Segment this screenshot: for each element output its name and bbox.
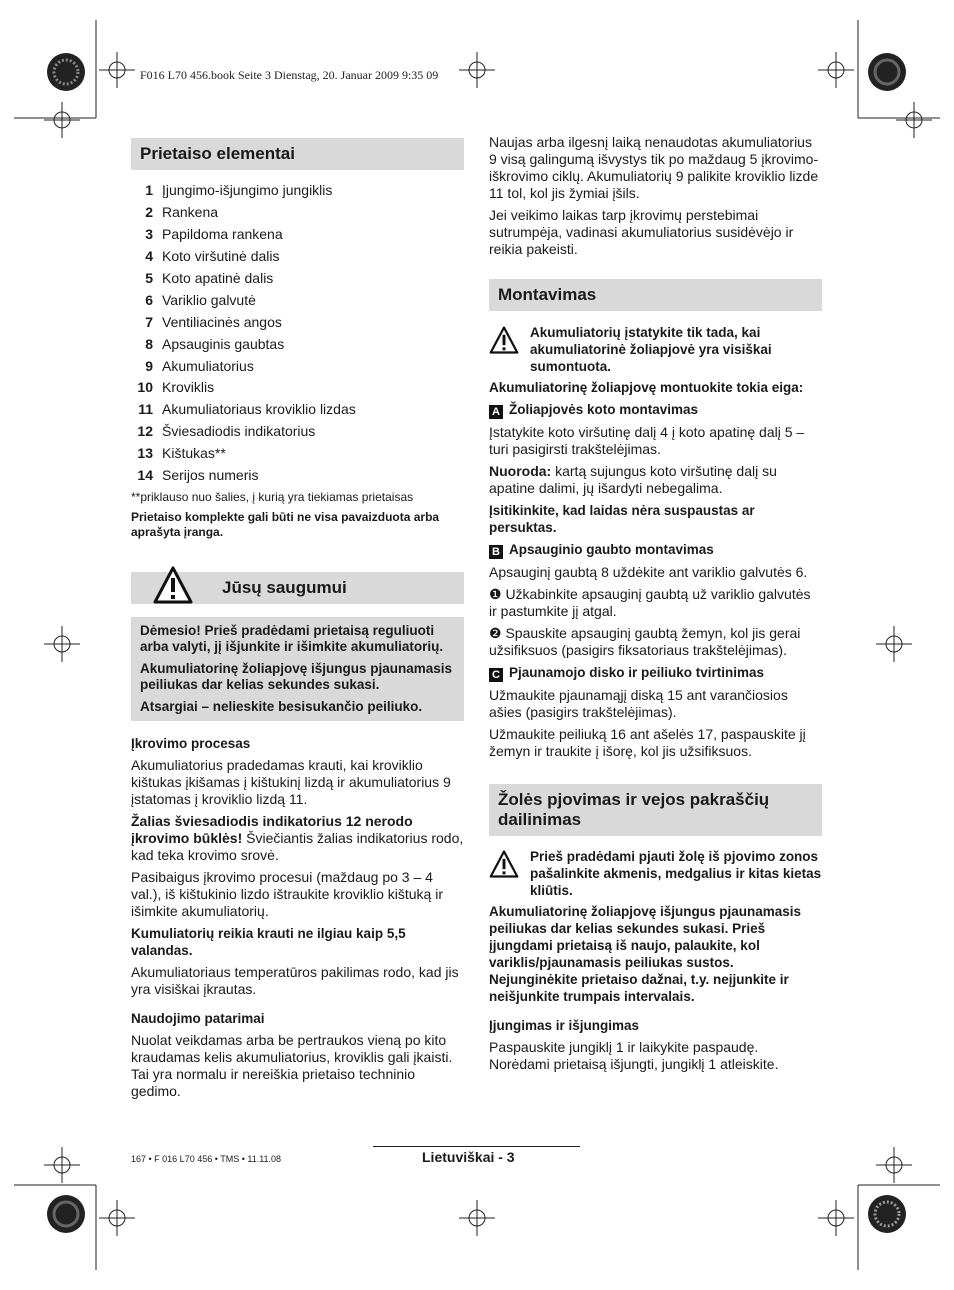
- step-c-heading: [489, 664, 822, 682]
- step-b-heading: [489, 541, 822, 559]
- cut-paragraph-2: Nejunginėkite prietaiso dažnai, t.y. neįjunkite ir neišjunkite trumpais intervalais.: [489, 972, 789, 1004]
- step-a-paragraph: Įstatykite koto viršutinę dalį 4 į koto apatinę dalį 5 – turi pasigirsti trakštelėjimas.: [489, 424, 805, 457]
- warning-text-3: Atsargiai – nelieskite besisukančio peiliuko.: [140, 699, 423, 715]
- item-number: 10: [137, 379, 153, 396]
- step-a-heading: [489, 401, 822, 419]
- onoff-paragraph: Paspauskite jungiklį 1 ir laikykite paspaudę. Norėdami prietaisą išjungti, jungiklį 1 atleiskite.: [489, 1039, 779, 1072]
- list-item: [131, 202, 464, 224]
- list-item: [131, 224, 464, 246]
- left-column: [131, 138, 464, 1105]
- step-c-paragraph-1: Užmaukite pjaunamąjį diską 15 ant varančiosios ašies (pasigirs trakštelėjimas).: [489, 687, 788, 720]
- footer-page-label: Lietuviškai - 3: [422, 1149, 515, 1165]
- step-a-letter: A: [489, 405, 503, 419]
- footer-print-code: 167 • F 016 L70 456 • TMS • 11.11.08: [131, 1154, 282, 1164]
- item-label: Įjungimo-išjungimo jungiklis: [162, 182, 333, 199]
- kit-note: Prietaiso komplekte gali būti ne visa pavaizduota arba aprašyta įranga.: [131, 510, 440, 540]
- charge-led-bold: Žalias šviesadiodis indikatorius 12 nerodo įkrovimo būklės!: [131, 813, 413, 847]
- intro-paragraph-2: Jei veikimo laikas tarp įkrovimų perstebimai sutrumpėja, vadinasi akumuliatorius susidėvėjo ir reikia pakeisti.: [489, 207, 794, 257]
- onoff-title: Įjungimas ir išjungimas: [489, 1018, 640, 1033]
- item-number: 9: [145, 357, 153, 374]
- section-title-cutting: Žolės pjovimas ir vejos pakraščių dailinimas: [489, 784, 822, 836]
- charge-paragraph-4: Kumuliatorių reikia krauti ne ilgiau kaip 5,5 valandas.: [131, 926, 406, 959]
- item-label: Šviesadiodis indikatorius: [162, 423, 316, 440]
- item-label: Apsauginis gaubtas: [162, 335, 285, 352]
- book-header-line: F016 L70 456.book Seite 3 Dienstag, 20. Januar 2009 9:35 09: [140, 68, 439, 82]
- warning-icon: [153, 566, 193, 604]
- item-number: 3: [145, 226, 153, 243]
- cut-warning: [489, 848, 822, 899]
- intro-paragraph-1: Naujas arba ilgesnį laiką nenaudotas akumuliatorius 9 visą galingumą išvystys tik po maždaug 5 įkrovimo-iškrovimo ciklų. Akumuliatorių 9 palikite kroviklio lizde 11 tol, kol jis žymiai įšils.: [489, 134, 819, 201]
- item-number: 12: [137, 423, 153, 440]
- step-a-title: Žoliapjovės koto montavimas: [509, 402, 699, 417]
- safety-title-text: Jūsų saugumui: [222, 578, 347, 598]
- step-a-note-label: Nuoroda:: [489, 463, 552, 479]
- section-title-elements: Prietaiso elementai: [131, 138, 464, 170]
- list-item: [131, 311, 464, 333]
- item-number: 11: [138, 401, 153, 418]
- charge-led-rest: Šviečiantis žalias indikatorius rodo, kad teka krovimo srovė.: [131, 830, 464, 864]
- warning-icon: [489, 326, 519, 354]
- elements-list: [131, 180, 464, 486]
- step-b-paragraph: Apsauginį gaubtą 8 uždėkite ant variklio galvutės 6.: [489, 564, 808, 580]
- item-label: Akumuliatorius: [162, 357, 254, 374]
- charge-paragraph-2: [131, 813, 464, 864]
- section-title-safety: [131, 572, 464, 604]
- item-number: 2: [145, 204, 153, 221]
- mount-warning-text: Akumuliatorių įstatykite tik tada, kai akumuliatorinė žoliapjovė yra visiškai sumontuota.: [530, 325, 772, 374]
- mount-warning: [489, 324, 822, 375]
- item-label: Koto apatinė dalis: [162, 270, 274, 286]
- list-item: [131, 180, 464, 202]
- footnote: **priklauso nuo šalies, į kurią yra tiekiamas prietaisas: [131, 490, 414, 505]
- item-label: Koto viršutinė dalis: [162, 248, 280, 265]
- item-number: 1: [145, 182, 153, 199]
- step-a-note: [489, 463, 822, 497]
- warning-text-1: Dėmesio! Prieš pradėdami prietaisą reguliuoti arba valyti, jį išjunkite ir išimkite akumuliatorių.: [140, 623, 444, 655]
- list-item: [131, 443, 464, 465]
- step-c-paragraph-2: Užmaukite peiliuką 16 ant ašelės 17, paspauskite jį žemyn ir traukite į išorę, kol jis užsifiksuos.: [489, 726, 806, 759]
- step-b-substep-2: ❷ Spauskite apsauginį gaubtą žemyn, kol jis gerai užsifiksuos (pasigirs fiksatoriaus trakštelėjimas).: [489, 625, 801, 658]
- list-item: [131, 289, 464, 311]
- item-label: Kroviklis: [162, 379, 215, 396]
- item-number: 13: [137, 445, 153, 462]
- item-number: 8: [145, 335, 153, 352]
- step-b-substep-1: ❶ Užkabinkite apsauginį gaubtą už variklio galvutės ir pastumkite jį atgal.: [489, 586, 811, 619]
- mount-intro: Akumuliatorinę žoliapjovę montuokite tokia eiga:: [489, 380, 804, 395]
- item-number: 6: [145, 291, 153, 308]
- right-column: [489, 134, 822, 1078]
- cut-paragraph-1: Akumuliatorinę žoliapjovę išjungus pjaunamasis peiliukas dar kelias sekundes sukasi. Prieš įjungdami prietaisą iš naujo, palaukite, kol variklis/pjaunamasis peiliukas sustos.: [489, 904, 802, 970]
- charge-title: Įkrovimo procesas: [131, 736, 251, 752]
- list-item: [131, 421, 464, 443]
- list-item: [131, 399, 464, 421]
- step-b-title: Apsauginio gaubto montavimas: [509, 542, 714, 557]
- list-item: [131, 355, 464, 377]
- item-number: 4: [145, 248, 153, 265]
- charge-paragraph-1: Akumuliatorius pradedamas krauti, kai kroviklio kištukas įkišamas į kištukinį lizdą ir akumuliatorius 9 įstatomas į kroviklio lizdą 11.: [131, 757, 451, 808]
- step-b-letter: B: [489, 545, 503, 559]
- warning-text-2: Akumuliatorinę žoliapjovę išjungus pjaunamasis peiliukas dar kelias sekundes sukasi.: [140, 661, 453, 693]
- item-label: Rankena: [162, 204, 219, 221]
- item-label: Kištukas**: [162, 445, 226, 462]
- cut-warning-text: Prieš pradėdami pjauti žolę iš pjovimo zonos pašalinkite akmenis, medgalius ir kitas kietas kliūtis.: [530, 849, 822, 898]
- step-a-check: Įsitikinkite, kad laidas nėra suspaustas ar persuktas.: [489, 503, 755, 535]
- step-c-title: Pjaunamojo disko ir peiliuko tvirtinimas: [509, 665, 765, 680]
- item-label: Akumuliatoriaus kroviklio lizdas: [162, 401, 356, 418]
- item-label: Serijos numeris: [162, 467, 259, 484]
- tips-paragraph-1: Nuolat veikdamas arba be pertraukos vieną po kito kraudamas kelis akumuliatorius, kroviklis gali įkaisti. Tai yra normalu ir nereiškia prietaiso techninio gedimo.: [131, 1032, 453, 1100]
- item-number: 5: [145, 270, 153, 286]
- warning-icon: [489, 850, 519, 878]
- step-c-letter: C: [489, 668, 503, 682]
- charge-paragraph-5: Akumuliatoriaus temperatūros pakilimas rodo, kad jis yra visiškai įkrautas.: [131, 964, 459, 998]
- item-label: Ventiliacinės angos: [162, 313, 282, 330]
- tips-title: Naudojimo patarimai: [131, 1011, 265, 1027]
- charge-paragraph-3: Pasibaigus įkrovimo procesui (maždaug po 3 – 4 val.), iš kištukinio lizdo ištraukite kroviklio kištuką ir išimkite akumuliatorių.: [131, 869, 443, 920]
- item-number: 14: [137, 467, 153, 484]
- list-item: [131, 465, 464, 487]
- footer-rule: [373, 1146, 580, 1147]
- item-label: Papildoma rankena: [162, 226, 283, 243]
- list-item: [131, 268, 464, 290]
- list-item: [131, 377, 464, 399]
- item-number: 7: [145, 313, 153, 330]
- safety-warning-box: [131, 617, 464, 721]
- item-label: Variklio galvutė: [162, 291, 256, 308]
- list-item: [131, 333, 464, 355]
- section-title-mounting: Montavimas: [489, 279, 822, 311]
- list-item: [131, 246, 464, 268]
- step-a-note-text: kartą sujungus koto viršutinę dalį su apatine dalimi, jų išardyti nebegalima.: [489, 463, 777, 496]
